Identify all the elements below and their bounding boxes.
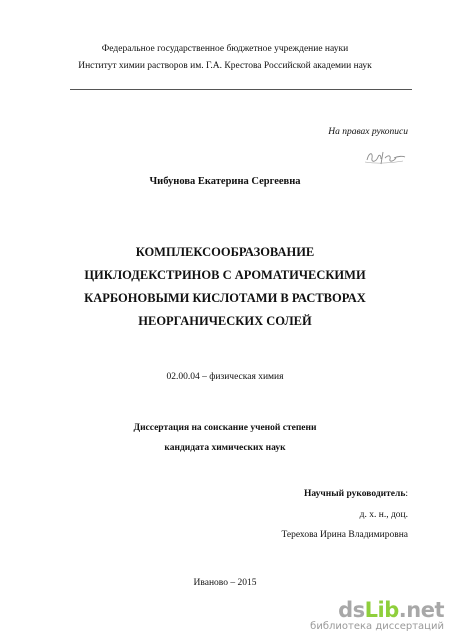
supervisor-name: Терехова Ирина Владимировна <box>281 530 408 540</box>
title-line: НЕОРГАНИЧЕСКИХ СОЛЕЙ <box>138 314 312 328</box>
supervisor-label-text: Научный руководитель <box>304 489 406 499</box>
degree-statement <box>0 418 450 458</box>
logo-net: .net <box>398 598 444 622</box>
handwritten-signature <box>363 146 407 168</box>
supervisor-label-colon: : <box>405 489 408 499</box>
dissertation-title <box>0 241 450 333</box>
dslib-watermark <box>310 599 444 633</box>
logo-ds: ds <box>338 598 365 622</box>
degree-line-2: кандидата химических наук <box>164 443 286 453</box>
degree-line-1: Диссертация на соискание ученой степени <box>133 423 317 433</box>
specialty-code: 02.00.04 – физическая химия <box>166 372 284 382</box>
supervisor-label <box>304 489 408 499</box>
institution-line-2: Институт химии растворов им. Г.А. Крестова Российской академии наук <box>78 61 372 71</box>
title-line: КОМПЛЕКСООБРАЗОВАНИЕ <box>135 245 315 259</box>
logo-lib: Lib <box>364 598 399 622</box>
institution-line-1: Федеральное государственное бюджетное учреждение науки <box>101 44 349 54</box>
city-year: Иваново – 2015 <box>193 578 257 588</box>
author-name: Чибунова Екатерина Сергеевна <box>149 176 301 187</box>
header-divider <box>70 89 412 90</box>
manuscript-rights-note: На правах рукописи <box>328 127 408 137</box>
title-line: ЦИКЛОДЕКСТРИНОВ С АРОМАТИЧЕСКИМИ <box>84 268 366 282</box>
watermark-subtitle: библиотека диссертаций <box>310 621 444 632</box>
supervisor-degree: д. х. н., доц. <box>359 510 408 520</box>
title-line: КАРБОНОВЫМИ КИСЛОТАМИ В РАСТВОРАХ <box>84 291 366 305</box>
dslib-logo <box>310 599 444 621</box>
